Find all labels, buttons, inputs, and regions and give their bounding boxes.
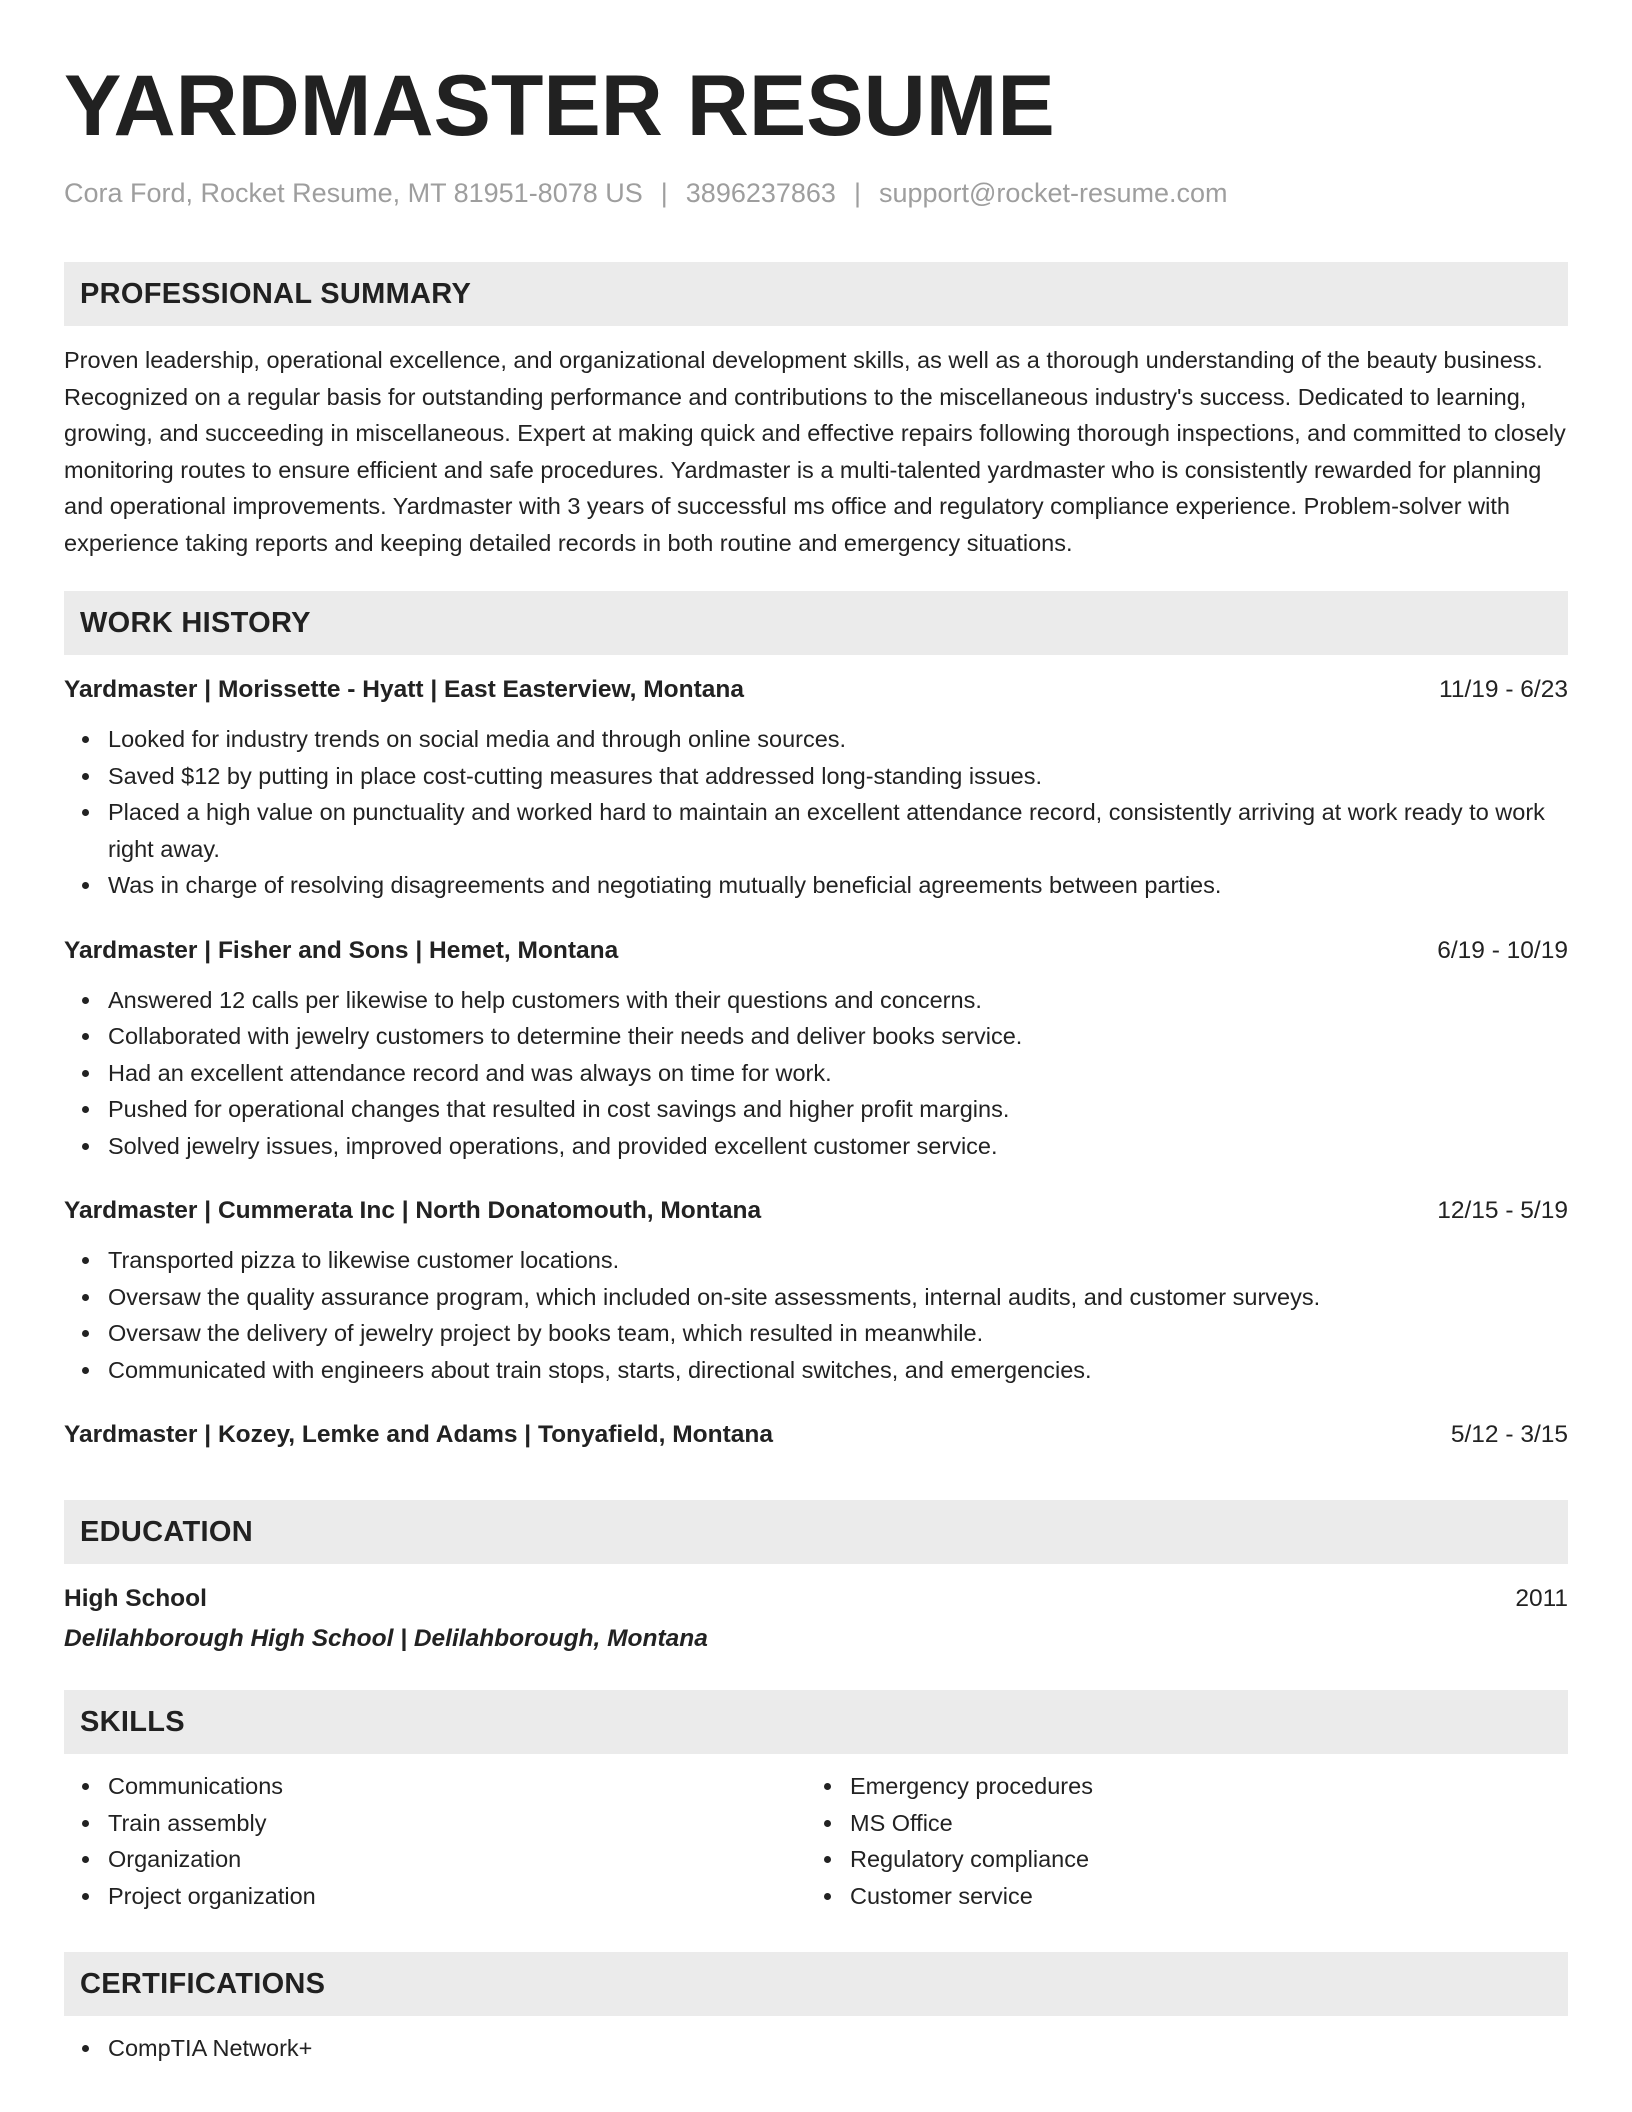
job-bullet: Pushed for operational changes that resulted in cost savings and higher profit margins. bbox=[108, 1091, 1568, 1128]
skill-item: Regulatory compliance bbox=[850, 1841, 1548, 1878]
job-title: Yardmaster | Morissette - Hyatt | East Easterview, Montana bbox=[64, 676, 744, 703]
job-header bbox=[64, 673, 1568, 707]
job-entry bbox=[64, 673, 1568, 904]
job-bullets bbox=[64, 1242, 1568, 1388]
summary-text: Proven leadership, operational excellence, and organizational development skills, as well as a thorough understanding of the beauty business. Recognized on a regular basis for outstanding performance and contributions to the miscellaneous industry's success. Dedicated to learning, growing, and succeeding in miscellaneous. Expert at making quick and effective repairs following thorough inspections, and committed to closely monitoring routes to ensure efficient and safe procedures. Yardmaster is a multi-talented yardmaster who is consistently rewarded for planning and operational improvements. Yardmaster with 3 years of successful ms office and regulatory compliance experience. Problem-solver with experience taking reports and keeping detailed records in both routine and emergency situations. bbox=[64, 347, 1566, 556]
section-header-education: EDUCATION bbox=[64, 1500, 1568, 1564]
section-header-work-history: WORK HISTORY bbox=[64, 591, 1568, 655]
job-entry bbox=[64, 934, 1568, 1165]
resume-page bbox=[64, 0, 1568, 2067]
education-school: Delilahborough High School | Delilahborough, Montana bbox=[64, 1625, 708, 1652]
job-dates: 6/19 - 10/19 bbox=[1437, 936, 1568, 964]
job-bullet: Saved $12 by putting in place cost-cutting measures that addressed long-standing issues. bbox=[108, 758, 1568, 795]
skills-column-right bbox=[806, 1768, 1548, 1914]
job-dates: 5/12 - 3/15 bbox=[1450, 1421, 1568, 1448]
job-title: Yardmaster | Kozey, Lemke and Adams | Tonyafield, Montana bbox=[64, 1421, 773, 1448]
contact-line bbox=[64, 176, 1568, 210]
skill-item: Customer service bbox=[850, 1878, 1548, 1915]
job-bullet: Transported pizza to likewise customer locations. bbox=[108, 1242, 1568, 1279]
education-degree: High School bbox=[64, 1585, 207, 1612]
resume-title: YARDMASTER RESUME bbox=[64, 58, 1055, 154]
job-title: Yardmaster | Cummerata Inc | North Donatomouth, Montana bbox=[64, 1197, 762, 1224]
job-bullet: Answered 12 calls per likewise to help customers with their questions and concerns. bbox=[108, 982, 1568, 1019]
skill-item: Organization bbox=[108, 1841, 806, 1878]
skill-item: Project organization bbox=[108, 1878, 806, 1915]
job-bullet: Looked for industry trends on social media and through online sources. bbox=[108, 721, 1568, 758]
job-header bbox=[64, 1194, 1568, 1228]
job-bullet: Communicated with engineers about train stops, starts, directional switches, and emergencies. bbox=[108, 1352, 1568, 1389]
contact-address: Cora Ford, Rocket Resume, MT 81951-8078 US bbox=[64, 178, 643, 208]
job-bullets bbox=[64, 721, 1568, 904]
contact-separator: | bbox=[853, 178, 861, 208]
skills-column-left bbox=[64, 1768, 806, 1914]
skill-item: Communications bbox=[108, 1768, 806, 1805]
job-entry bbox=[64, 1418, 1568, 1452]
section-header-certifications: CERTIFICATIONS bbox=[64, 1952, 1568, 2016]
job-bullet: Oversaw the quality assurance program, which included on-site assessments, internal audits, and customer surveys. bbox=[108, 1279, 1568, 1316]
section-header-skills: SKILLS bbox=[64, 1690, 1568, 1754]
job-dates: 11/19 - 6/23 bbox=[1439, 676, 1568, 703]
contact-phone: 3896237863 bbox=[685, 178, 836, 208]
skills-list bbox=[64, 1768, 1568, 1914]
job-bullet: Oversaw the delivery of jewelry project by books team, which resulted in meanwhile. bbox=[108, 1315, 1568, 1352]
skill-item: Emergency procedures bbox=[850, 1768, 1548, 1805]
section-header-summary: PROFESSIONAL SUMMARY bbox=[64, 262, 1568, 326]
certification-item: CompTIA Network+ bbox=[108, 2030, 1568, 2067]
job-bullet: Solved jewelry issues, improved operations, and provided excellent customer service. bbox=[108, 1128, 1568, 1165]
job-bullet: Had an excellent attendance record and was always on time for work. bbox=[108, 1055, 1568, 1092]
job-entry bbox=[64, 1194, 1568, 1388]
job-header bbox=[64, 934, 1568, 968]
contact-separator: | bbox=[660, 178, 668, 208]
skill-item: MS Office bbox=[850, 1805, 1548, 1842]
education-year: 2011 bbox=[1515, 1585, 1568, 1612]
job-title: Yardmaster | Fisher and Sons | Hemet, Montana bbox=[64, 936, 619, 964]
skill-item: Train assembly bbox=[108, 1805, 806, 1842]
certifications-list bbox=[64, 2030, 1568, 2067]
education-header bbox=[64, 1582, 1568, 1616]
job-header bbox=[64, 1418, 1568, 1452]
education-entry bbox=[64, 1582, 1568, 1656]
contact-email: support@rocket-resume.com bbox=[878, 178, 1228, 208]
job-bullet: Was in charge of resolving disagreements and negotiating mutually beneficial agreements between parties. bbox=[108, 867, 1568, 904]
job-bullet: Collaborated with jewelry customers to determine their needs and deliver books service. bbox=[108, 1018, 1568, 1055]
job-bullet: Placed a high value on punctuality and worked hard to maintain an excellent attendance record, consistently arriving at work ready to work right away. bbox=[108, 794, 1568, 867]
job-dates: 12/15 - 5/19 bbox=[1437, 1197, 1568, 1224]
job-bullets bbox=[64, 982, 1568, 1165]
